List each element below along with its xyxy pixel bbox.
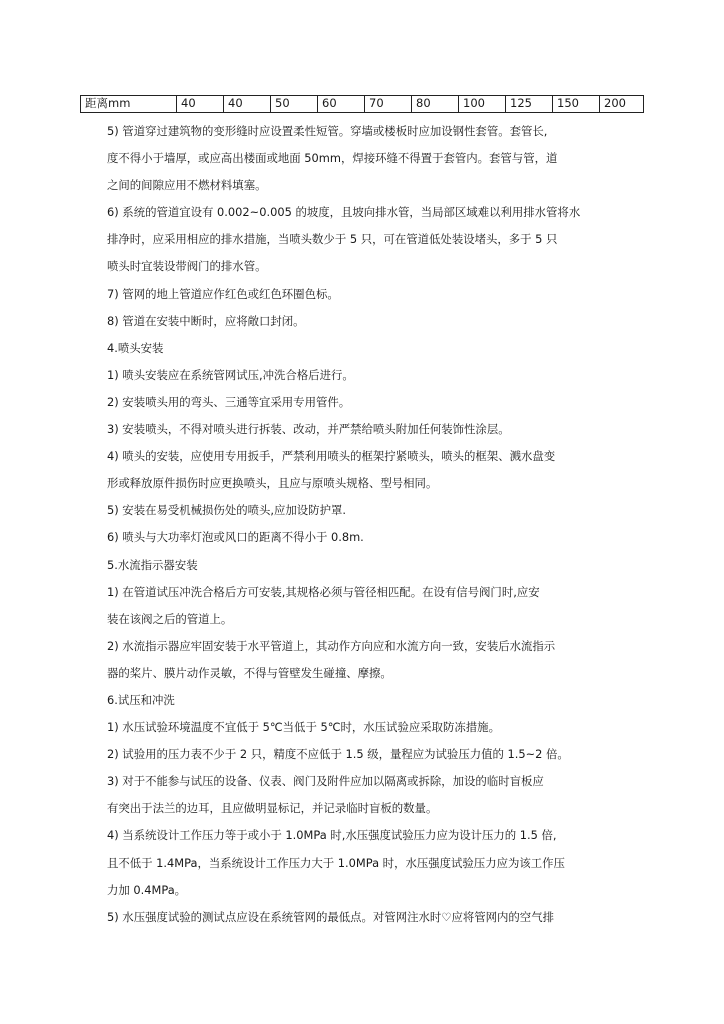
text-line: 3) 安装喷头，不得对喷头进行拆装、改动，并严禁给喷头附加任何装饰性涂层。 xyxy=(107,422,510,437)
text-line: 器的桨片、膜片动作灵敏，不得与管壁发生碰撞、摩擦。 xyxy=(107,665,392,680)
text-line: 排净时，应采用相应的排水措施，当喷头数少于 5 只，可在管道低处装设堵头，多于 5 只 xyxy=(107,232,558,247)
table-cell: 40 xyxy=(224,96,271,113)
text-line: 4) 喷头的安装，应使用专用扳手，严禁利用喷头的框架拧紧喷头，喷头的框架、溅水盘变 xyxy=(107,449,556,464)
distance-table xyxy=(80,95,644,113)
text-line: 之间的间隙应用不燃材料填塞。 xyxy=(107,178,267,193)
body-text xyxy=(107,118,627,931)
text-line: 2) 试验用的压力表不少于 2 只，精度不应低于 1.5 级，量程应为试验压力值的 1.5~2 倍。 xyxy=(107,747,569,762)
text-line: 7) 管网的地上管道应作红色或红色环圈色标。 xyxy=(107,286,339,301)
table-cell: 150 xyxy=(553,96,600,113)
table-cell: 100 xyxy=(459,96,506,113)
table-cell: 200 xyxy=(600,96,644,113)
table-cell: 50 xyxy=(271,96,318,113)
section-heading: 6.试压和冲洗 xyxy=(107,692,175,707)
table-cell: 70 xyxy=(365,96,412,113)
text-line: 且不低于 1.4MPa，当系统设计工作压力大于 1.0MPa 时，水压强度试验压力应为该工作压 xyxy=(107,855,565,870)
text-line: 装在该阀之后的管道上。 xyxy=(107,611,233,626)
text-line: 6) 系统的管道宜设有 0.002~0.005 的坡度，且坡向排水管，当局部区域难以利用排水管将水 xyxy=(107,205,581,220)
table-cell: 125 xyxy=(506,96,553,113)
text-line: 1) 喷头安装应在系统管网试压,冲洗合格后进行。 xyxy=(107,367,354,382)
text-line: 喷头时宜装设带阀门的排水管。 xyxy=(107,259,267,274)
text-line: 4) 当系统设计工作压力等于或小于 1.0MPa 时,水压强度试验压力应为设计压力的 1.5 倍, xyxy=(107,828,557,843)
text-line: 2) 安装喷头用的弯头、三通等宜采用专用管件。 xyxy=(107,394,351,409)
text-line: 8) 管道在安装中断时，应将敞口封闭。 xyxy=(107,313,305,328)
text-line: 2) 水流指示器应牢固安装于水平管道上，其动作方向应和水流方向一致，安装后水流指示 xyxy=(107,638,556,653)
table-row xyxy=(81,96,644,113)
text-line: 5) 安装在易受机械损伤处的喷头,应加设防护罩. xyxy=(107,503,346,518)
section-heading: 5.水流指示器安装 xyxy=(107,557,198,572)
text-line: 度不得小于墙厚，或应高出楼面或地面 50mm，焊接环缝不得置于套管内。套管与管，道 xyxy=(107,151,558,166)
text-line: 力加 0.4MPa。 xyxy=(107,882,187,897)
section-heading: 4.喷头安装 xyxy=(107,340,164,355)
text-line: 3) 对于不能参与试压的设备、仪表、阀门及附件应加以隔离或拆除，加设的临时盲板应 xyxy=(107,774,544,789)
text-line: 有突出于法兰的边耳，且应做明显标记，并记录临时盲板的数量。 xyxy=(107,801,438,816)
text-line: 5) 管道穿过建筑物的变形缝时应设置柔性短管。穿墙或楼板时应加设钢性套管。套管长, xyxy=(107,124,548,138)
text-line: 1) 水压试验环境温度不宜低于 5℃当低于 5℃时，水压试验应采取防冻措施。 xyxy=(107,720,500,735)
text-line: 6) 喷头与大功率灯泡或风口的距离不得小于 0.8m. xyxy=(107,530,364,545)
text-line: 5) 水压强度试验的测试点应设在系统管网的最低点。对管网注水时♡应将管网内的空气排 xyxy=(107,909,554,924)
table-cell: 60 xyxy=(318,96,365,113)
table-cell: 40 xyxy=(177,96,224,113)
text-line: 形或释放原件损伤时应更换喷头，且应与原喷头规格、型号相同。 xyxy=(107,476,438,491)
table-cell-label: 距离mm xyxy=(81,96,177,113)
table-cell: 80 xyxy=(412,96,459,113)
text-line: 1) 在管道试压冲洗合格后方可安装,其规格必须与管径相匹配。在设有信号阀门时,应安 xyxy=(107,584,540,599)
